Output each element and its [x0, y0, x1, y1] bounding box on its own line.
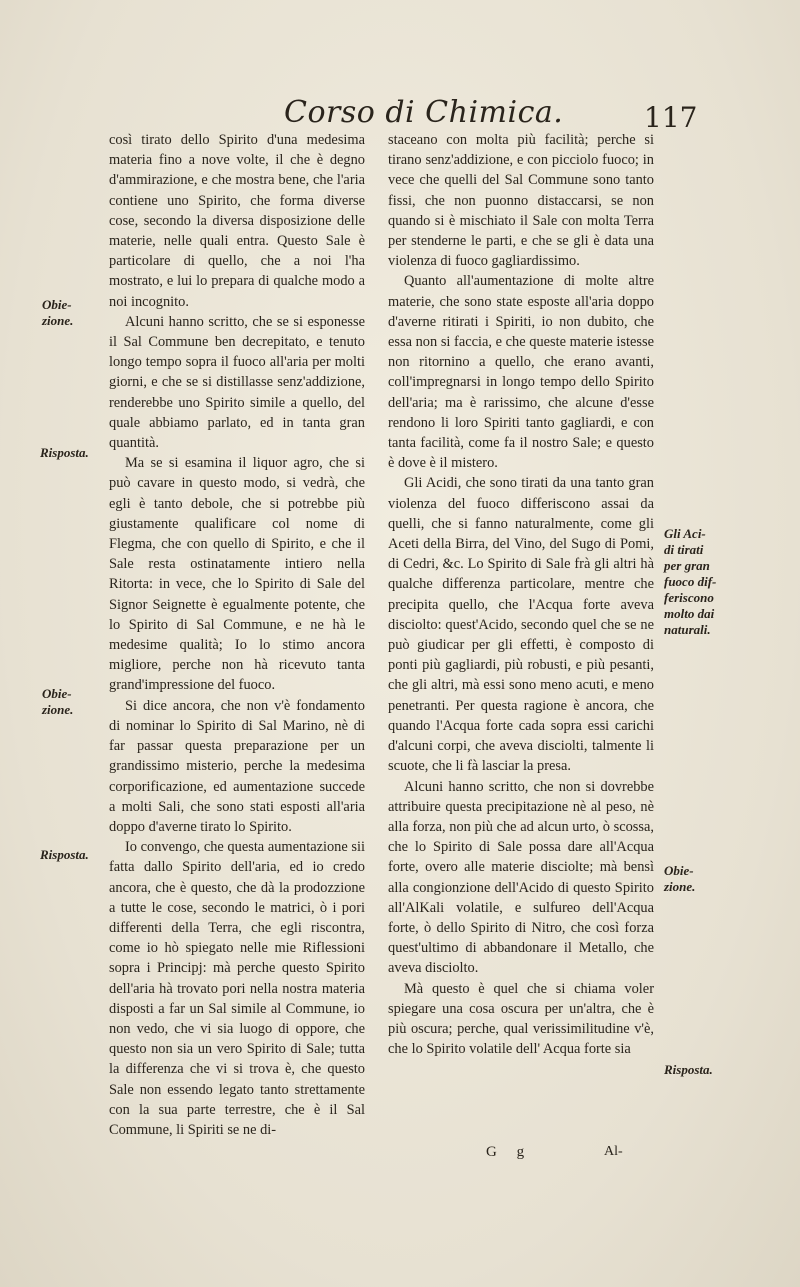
- margin-note-objection: Obie- zione.: [664, 863, 696, 894]
- paragraph: Alcuni hanno scritto, che non si dovrebbe attribuire questa precipitazione nè al peso, nè alla forza, non più che ad alcun urto, ò scossa, che lo Spirito di Sale possa dare all'Acqua forte, overo alle materie disciolte; mà bensì alla congionzione dell'Acido di questo Spirito all'AlKali volatile, e sulfureo dell'Acqua forte, ò dello Spirito di Nitro, che così forza quest'ultimo di abbandonare il Metallo, che aveva disciolto.: [388, 778, 654, 977]
- margin-note-reply: Risposta.: [40, 847, 89, 862]
- signature-mark: G g: [486, 1144, 533, 1160]
- right-column: [388, 130, 654, 1059]
- margin-note-reply: Risposta.: [40, 445, 89, 460]
- paragraph: Io convengo, che questa aumentazione sii fatta dallo Spirito dell'aria, ed io credo ancora, che è questo, che dà la prodozzione a tutte le cose, secondo le matrici, ò i pori differenti della Terra, che egli riscontra, come io hò spiegato nelle mie Riflessioni sopra i Principj: mà perche questo Spirito dell'aria hà trovato pori nella nostra materia disposti a far un Sal simile al Commune, io non vedo, che vi sia luogo di oppore, che questo non sia un vero Spirito di Sale; tutta la differenza che vi si trova è, che questo Sale non essendo legato tanto strettamente con la sua parte terrestre, che è il Sal Commune, li Spiriti se ne di-: [109, 839, 365, 1138]
- page-header: [0, 95, 800, 135]
- margin-note-acids: Gli Aci- di tirati per gran fuoco dif- feriscono molto dai naturali.: [664, 526, 717, 637]
- page-number: 117: [644, 101, 698, 134]
- paragraph: Ma se si esamina il liquor agro, che si può cavare in questo modo, si vedrà, che egli è tanto debole, che si potrebbe più giustamente qualificare col nome di Flegma, che con quello di Spirito, e che il Sale resta ostinatamente intiero nella Ritorta: in vece, che lo Spirito di Sale del Signor Seignette è egualmente potente, che lo Spirito di Sal Commune, e ne hà le medesime qualità; Io lo stimo ancora migliore, perche non hà ricevuto tanta grand'impressione del fuoco.: [109, 455, 365, 694]
- running-title: Corso di Chimica.: [284, 95, 564, 130]
- paragraph: Si dice ancora, che non v'è fondamento di nominar lo Spirito di Sal Marino, nè di far passar questa preparazione per un grandissimo misterio, perche la medesima corporificazione, ed aumentazione succede a molti Sali, che sono stati esposti all'aria doppo d'averne tirato lo Spirito.: [109, 697, 365, 835]
- paragraph: Quanto all'aumentazione di molte altre materie, che sono state esposte all'aria doppo d'averne ritirati i Spiriti, io non dubito, che essa non si faccia, e che queste materie istesse non ritornino a quello, che erano avanti, coll'impregnarsi in longo tempo dello Spirito dell'aria; ma è rarissimo, che alcune d'esse rendono li loro Spiriti tanto gagliardi, e con tanta facilità, come fa il nostro Sale; e questo è dove è il mistero.: [388, 273, 654, 472]
- paragraph: Gli Acidi, che sono tirati da una tanto gran violenza del fuoco differiscono assai da quelli, che si fanno naturalmente, come gli Aceti della Birra, del Vino, del Sugo di Pomi, di Cedri, &c. Lo Spirito di Sale frà gli altri hà qualche differenza particolare, mentre che precipita quello, che l'Acqua forte aveva disciolto: quest'Acido, secondo quel che se ne può giudicar per gli effetti, è composto di ponti più gagliardi, più robusti, e più pesanti, che gli altri, mà essi sono meno acuti, e meno penetranti. Per questa ragione è ancora, che quando l'Acqua forte cada sopra essi carichi d'alcuni corpi, che aveva disciolti, talmente li scuote, che li fà lasciar la presa.: [388, 475, 654, 775]
- margin-note-objection: Obie- zione.: [42, 686, 74, 717]
- paragraph: Alcuni hanno scritto, che se si esponesse il Sal Commune ben decrepitato, e tenuto longo tempo sopra il fuoco all'aria per molti giorni, e che se si distillasse senz'addizione, renderebbe uno Spirito simile a quello, del quale abbiamo parlato, ed in tanta gran quantità.: [109, 313, 365, 452]
- margin-note-reply: Risposta.: [664, 1062, 713, 1077]
- catchword: Al-: [604, 1144, 623, 1159]
- margin-note-objection: Obie- zione.: [42, 297, 74, 328]
- paragraph: così tirato dello Spirito d'una medesima materia fino a nove volte, il che è degno d'ammirazione, e che mostra bene, che l'aria contiene uno Spirito, che forma diverse cose, secondo la diversa disposizione delle materie, nelle quali entra. Questo Sale è particolare di quello, che a noi l'ha mostrato, e lui lo prepara di qualche modo a noi incognito.: [109, 132, 365, 310]
- left-column: [109, 130, 365, 1140]
- paragraph: Mà questo è quel che si chiama voler spiegare una cosa oscura per un'altra, che è più oscura; perche, qual verissimilitudine v'è, che lo Spirito volatile dell' Acqua forte sia: [388, 980, 654, 1058]
- paragraph: staceano con molta più facilità; perche si tirano senz'addizione, e con picciolo fuoco; in vece che quelli del Sal Commune sono tanto fissi, che non puonno distaccarsi, se non quando si è mischiato il Sale con molta Terra per stenderne le parti, e che se gli è data una violenza di fuoco gagliardissimo.: [388, 132, 654, 270]
